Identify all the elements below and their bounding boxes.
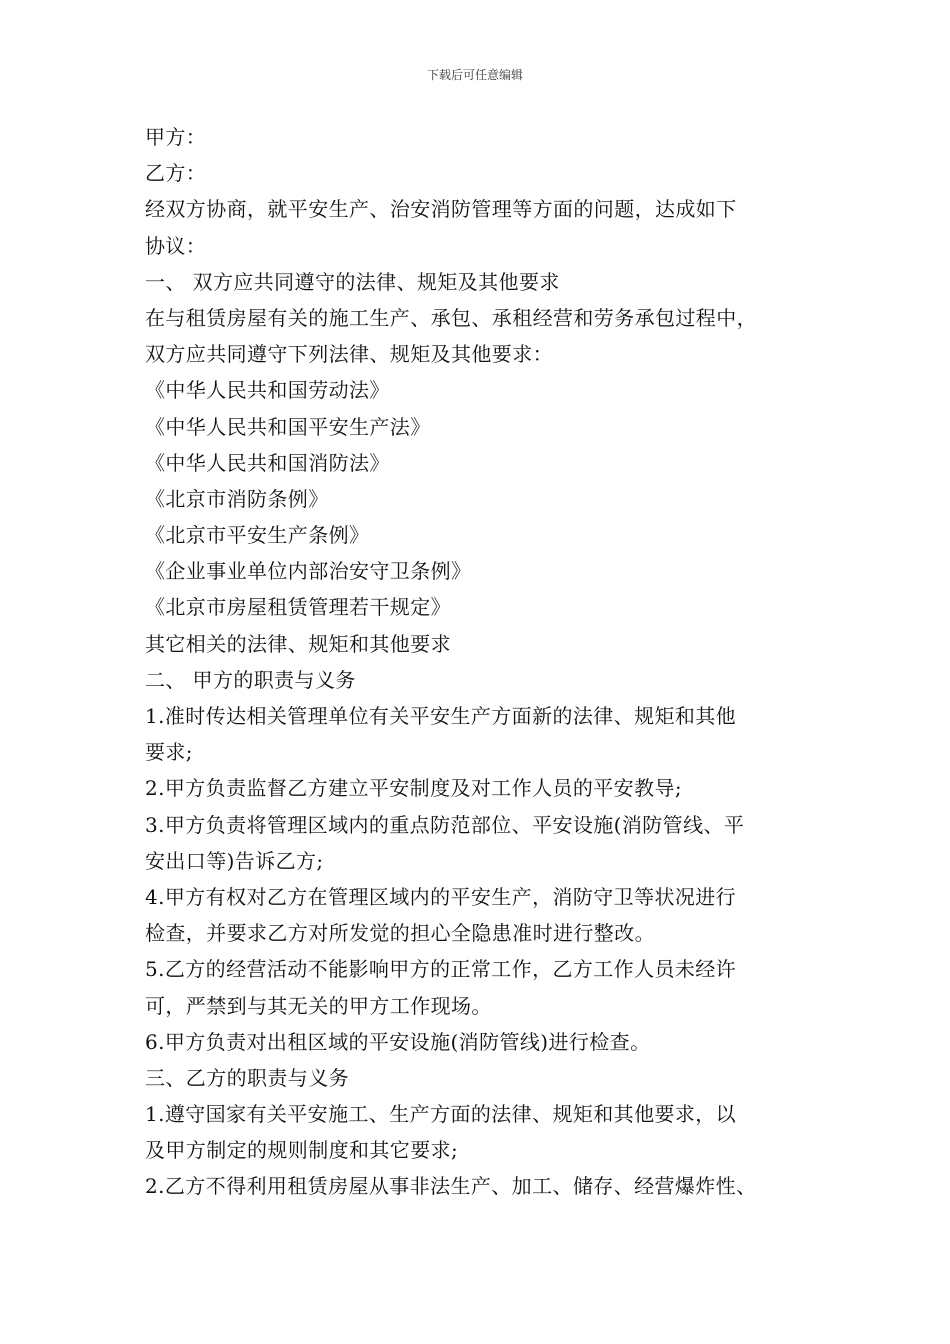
law-list-item: 《北京市消防条例》 xyxy=(145,486,329,511)
numbered-item-line: 3.甲方负责将管理区域内的重点防范部位、平安设施(消防管线、平 xyxy=(145,812,745,837)
document-body xyxy=(145,119,825,1205)
section-heading: 三、乙方的职责与义务 xyxy=(145,1065,349,1090)
paragraph-line: 其它相关的法律、规矩和其他要求 xyxy=(145,631,451,656)
page-header-note: 下载后可任意编辑 xyxy=(426,68,523,82)
numbered-item-line: 5.乙方的经营活动不能影响甲方的正常工作，乙方工作人员未经许 xyxy=(145,957,737,982)
party-a-line: 甲方： xyxy=(145,125,207,149)
numbered-item-line: 安出口等)告诉乙方; xyxy=(145,848,324,873)
numbered-item-line: 要求; xyxy=(145,740,193,765)
law-list-item: 《中华人民共和国平安生产法》 xyxy=(145,414,431,439)
numbered-item-line: 1.遵守国家有关平安施工、生产方面的法律、规矩和其他要求，以 xyxy=(145,1102,737,1127)
law-list-item: 《中华人民共和国劳动法》 xyxy=(145,378,390,403)
paragraph-line: 双方应共同遵守下列法律、规矩及其他要求： xyxy=(145,342,553,367)
numbered-item-line: 检查，并要求乙方对所发觉的担心全隐患准时进行整改。 xyxy=(145,921,655,946)
numbered-item-line: 6.甲方负责对出租区域的平安设施(消防管线)进行检查。 xyxy=(145,1029,651,1054)
law-list-item: 《中华人民共和国消防法》 xyxy=(145,450,390,475)
numbered-item-line: 4.甲方有权对乙方在管理区域内的平安生产，消防守卫等状况进行 xyxy=(145,884,737,909)
section-heading: 二、 甲方的职责与义务 xyxy=(145,667,356,692)
paragraph-line: 在与租赁房屋有关的施工生产、承包、承租经营和劳务承包过程中， xyxy=(145,305,757,330)
numbered-item-line: 2.乙方不得利用租赁房屋从事非法生产、加工、储存、经营爆炸性、 xyxy=(145,1174,757,1199)
law-list-item: 《北京市房屋租赁管理若干规定》 xyxy=(145,595,451,620)
numbered-item-line: 1.准时传达相关管理单位有关平安生产方面新的法律、规矩和其他 xyxy=(145,704,737,728)
law-list-item: 《企业事业单位内部治安守卫条例》 xyxy=(145,559,472,584)
numbered-item-line: 及甲方制定的规则制度和其它要求; xyxy=(145,1138,459,1163)
numbered-item-line: 可，严禁到与其无关的甲方工作现场。 xyxy=(145,993,492,1018)
numbered-item-line: 2.甲方负责监督乙方建立平安制度及对工作人员的平安教导; xyxy=(145,776,683,801)
party-b-line: 乙方： xyxy=(145,161,207,186)
law-list-item: 《北京市平安生产条例》 xyxy=(145,523,370,548)
paragraph-line: 经双方协商，就平安生产、治安消防管理等方面的问题，达成如下 xyxy=(145,197,737,222)
paragraph-line: 协议： xyxy=(145,233,207,258)
section-heading: 一、 双方应共同遵守的法律、规矩及其他要求 xyxy=(145,269,560,294)
